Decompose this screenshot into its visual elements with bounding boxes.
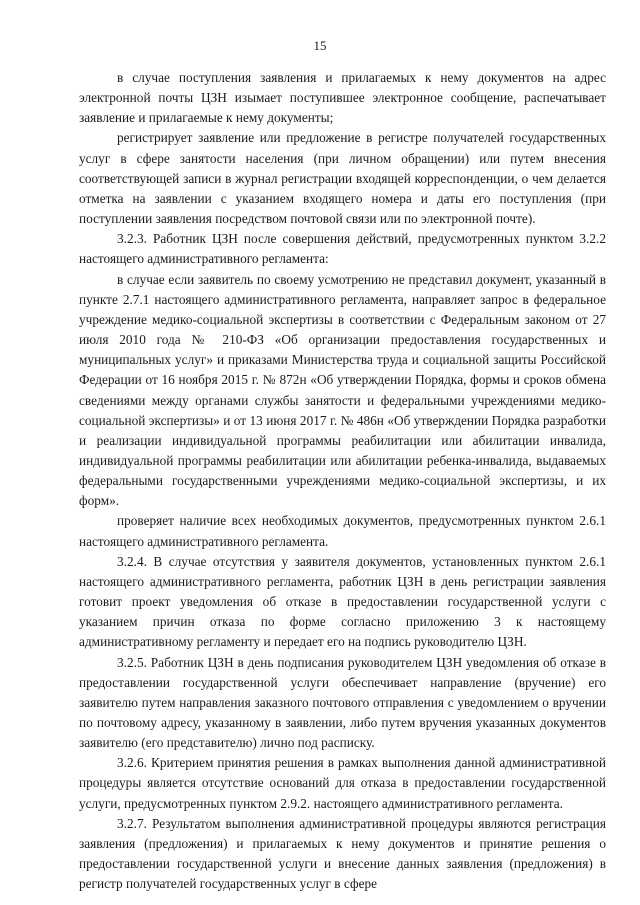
- paragraph-3-2-6: 3.2.6. Критерием принятия решения в рамках выполнения данной административной процедуры является отсутствие оснований для отказа в предоставлении государственной услуги, предусмотренных пунктом 2.9.2. настоящего административного регламента.: [79, 755, 606, 811]
- paragraph-email-receipt: в случае поступления заявления и прилагаемых к нему документов на адрес электронной почты ЦЗН изымает поступившее электронное сообщение, распечатывает заявление и прилагаемые к нему документы;: [79, 70, 606, 126]
- paragraph-request-mse: в случае если заявитель по своему усмотрению не представил документ, указанный в пункте 2.7.1 настоящего административного регламента, направляет запрос в федеральное учреждение медико-социальной экспертизы в соответствии с Федеральным законом от 27 июля 2010 года № 210-ФЗ «Об организации предоставления государственных и муниципальных услуг» и приказами Министерства труда и социальной защиты Российской Федерации от 16 ноября 2015 г. № 872н «Об утверждении Порядка, формы и сроков обмена сведениями между органами службы занятости и федеральными учреждениями медико-социальной экспертизы» и от 13 июня 2017 г. № 486н «Об утверждении Порядка разработки и реализации индивидуальной программы реабилитации или абилитации инвалида, индивидуальной программы реабилитации или абилитации ребенка-инвалида, выдаваемых федеральными государственными учреждениями медико-социальной экспертизы, и их форм».: [79, 271, 606, 509]
- document-body: [79, 68, 606, 894]
- paragraph-3-2-4: 3.2.4. В случае отсутствия у заявителя документов, установленных пунктом 2.6.1 настоящего административного регламента, работник ЦЗН в день регистрации заявления готовит проект уведомления об отказе в предоставлении государственной услуги с указанием причин отказа по форме согласно приложению 3 к настоящему административному регламенту и передает его на подпись руководителю ЦЗН.: [79, 553, 606, 650]
- paragraph-3-2-7: 3.2.7. Результатом выполнения административной процедуры являются регистрация заявления (предложения) и прилагаемых к нему документов и принятие решения о предоставлении государственной услуги и внесение данных заявления (предложения) в регистр получателей государственных услуг в сфере: [79, 815, 606, 892]
- paragraph-registration: регистрирует заявление или предложение в регистре получателей государственных услуг в сфере занятости населения (при личном обращении) или путем внесения соответствующей записи в журнал регистрации входящей корреспонденции, о чем делается отметка на заявлении с указанием входящего номера и даты его поступления (при поступлении заявления посредством почтовой связи или по электронной почте).: [79, 130, 606, 227]
- paragraph-check-documents: проверяет наличие всех необходимых документов, предусмотренных пунктом 2.6.1 настоящего административного регламента.: [79, 513, 606, 549]
- paragraph-3-2-3: 3.2.3. Работник ЦЗН после совершения действий, предусмотренных пунктом 3.2.2 настоящего административного регламента:: [79, 231, 606, 267]
- page-number: 15: [313, 38, 327, 53]
- paragraph-3-2-5: 3.2.5. Работник ЦЗН в день подписания руководителем ЦЗН уведомления об отказе в предоставлении государственной услуги обеспечивает направление (вручение) его заявителю путем направления заказного почтового отправления с уведомлением о вручении по почтовому адресу, указанному в заявлении, либо путем вручения указанных документов заявителю (его представителю) лично под расписку.: [79, 654, 606, 751]
